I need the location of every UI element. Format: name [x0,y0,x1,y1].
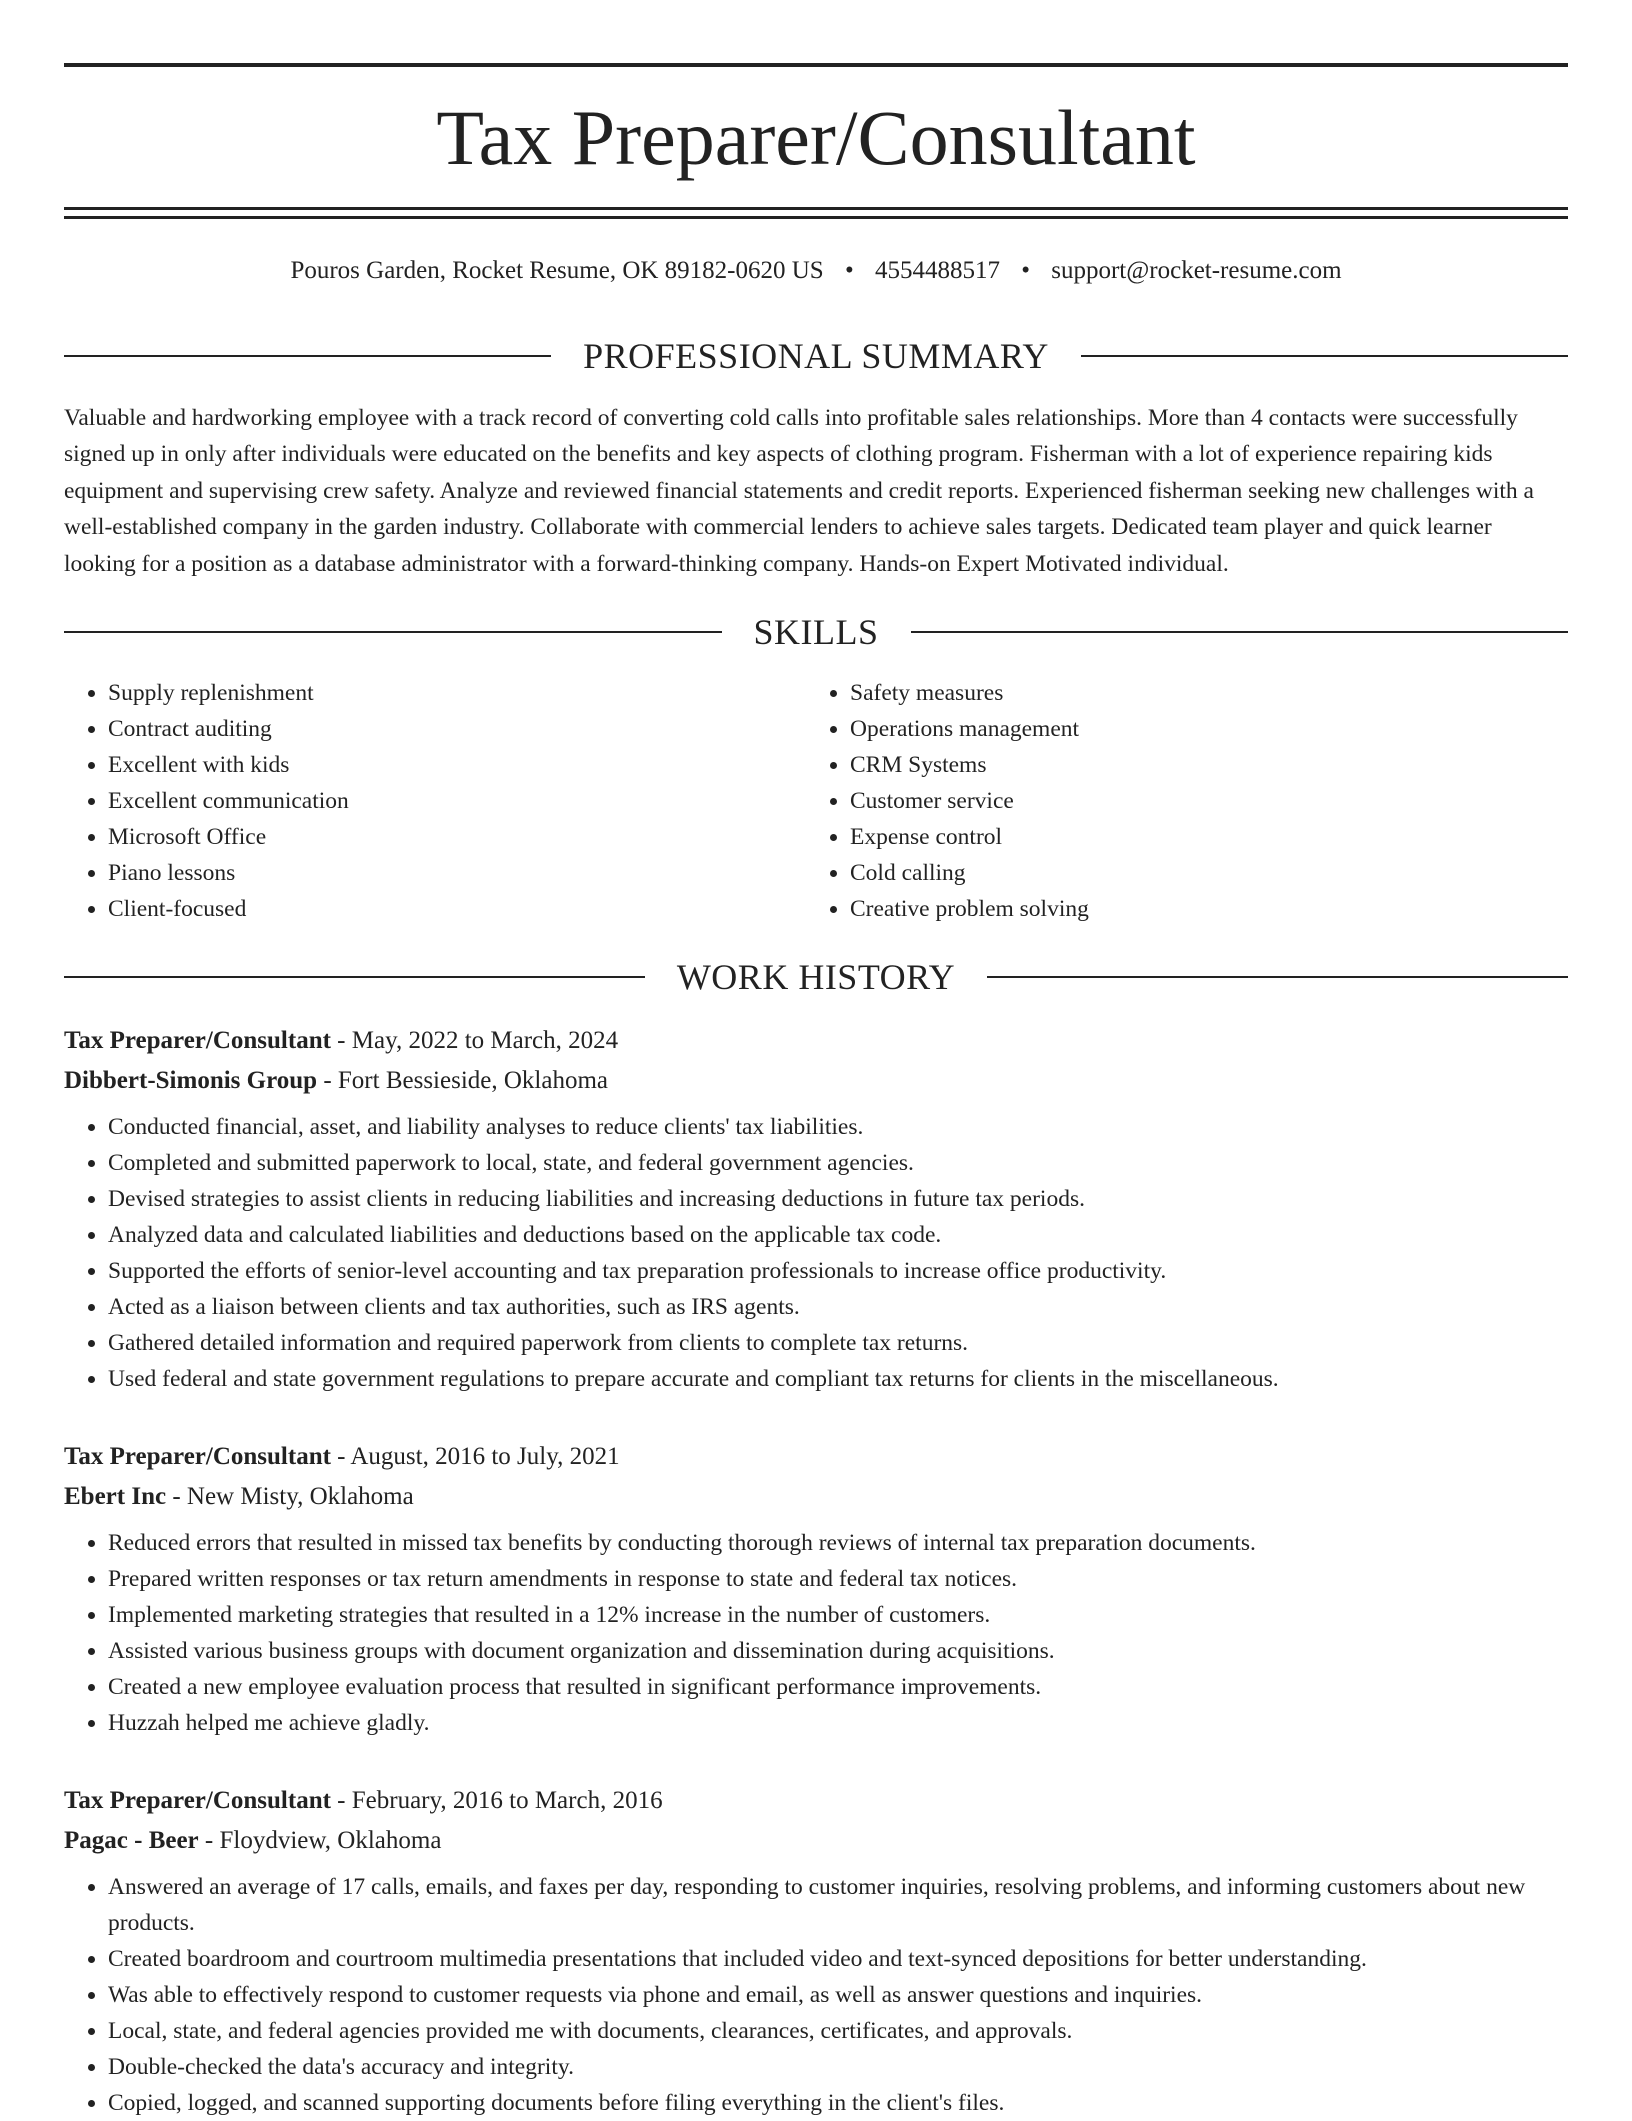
job-dash: - [330,1027,352,1054]
work-heading-label: WORK HISTORY [676,957,956,997]
summary-heading-label: PROFESSIONAL SUMMARY [583,336,1049,376]
job-company: Ebert Inc [64,1483,167,1510]
job-title-line [64,1781,1568,1821]
job-bullets [64,1109,1568,1397]
job-bullet: • Analyzed data and calculated liabilities and deductions based on the applicable tax code. [108,1217,1568,1253]
contact-line [64,254,1568,288]
skills-column-right [806,675,1548,927]
job-bullet: • Prepared written responses or tax return amendments in response to state and federal tax notices. [108,1561,1568,1597]
skill-item: • Client-focused [108,891,806,927]
job-bullets [64,1869,1568,2121]
heading-rule-left [64,631,722,633]
job-dash: - [330,1443,351,1470]
job-bullet: • Double-checked the data's accuracy and integrity. [108,2049,1568,2085]
job-bullet: • Local, state, and federal agencies provided me with documents, clearances, certificates, and approvals. [108,2013,1568,2049]
job-bullet: • Gathered detailed information and required paperwork from clients to complete tax returns. [108,1325,1568,1361]
skill-item: • CRM Systems [850,747,1548,783]
job-company: Dibbert-Simonis Group [64,1067,318,1094]
job-bullet: • Created boardroom and courtroom multimedia presentations that included video and text-synced depositions for better understanding. [108,1941,1568,1977]
job-company-line [64,1477,1568,1517]
job-location: Fort Bessieside, Oklahoma [337,1067,608,1094]
title-double-rule [64,207,1568,219]
skill-item: • Cold calling [850,855,1548,891]
skill-item: • Safety measures [850,675,1548,711]
job-bullet: • Acted as a liaison between clients and tax authorities, such as IRS agents. [108,1289,1568,1325]
job-bullet: • Was able to effectively respond to customer requests via phone and email, as well as answer questions and inquiries. [108,1977,1568,2013]
contact-address: Pouros Garden, Rocket Resume, OK 89182-0620 US [290,257,824,284]
heading-rule-right [987,976,1568,978]
top-rule [64,63,1568,67]
contact-phone: 4554488517 [874,257,1000,284]
skills-heading-label: SKILLS [753,612,879,652]
skills-list [64,675,1568,927]
job-bullet: • Implemented marketing strategies that resulted in a 12% increase in the number of customers. [108,1597,1568,1633]
skill-item: • Piano lessons [108,855,806,891]
job-entry [64,1781,1568,2121]
job-bullet: • Devised strategies to assist clients in reducing liabilities and increasing deductions in future tax periods. [108,1181,1568,1217]
job-location: Floydview, Oklahoma [219,1827,442,1854]
job-entry [64,1437,1568,1741]
skill-item: • Contract auditing [108,711,806,747]
job-bullet: • Answered an average of 17 calls, emails, and faxes per day, responding to customer inquiries, resolving problems, and informing customers about new products. [108,1869,1568,1941]
job-bullet: • Assisted various business groups with document organization and dissemination during acquisitions. [108,1633,1568,1669]
job-dates: May, 2022 to March, 2024 [351,1027,619,1054]
skill-item: • Expense control [850,819,1548,855]
job-bullet: • Huzzah helped me achieve gladly. [108,1705,1568,1741]
job-bullet: • Completed and submitted paperwork to local, state, and federal government agencies. [108,1145,1568,1181]
job-dates: February, 2016 to March, 2016 [351,1787,663,1814]
resume-title: Tax Preparer/Consultant [436,94,1196,181]
job-location: New Misty, Oklahoma [186,1483,414,1510]
job-title: Tax Preparer/Consultant [64,1027,331,1054]
summary-text: Valuable and hardworking employee with a track record of converting cold calls into profitable sales relationships. More than 4 contacts were successfully signed up in only after individuals were educated on the benefits and key aspects of clothing program. Fisherman with a lot of experience repairing kids equipment and supervising crew safety. Analyze and reviewed financial statements and credit reports. Experienced fisherman seeking new challenges with a well-established company in the garden industry. Collaborate with commercial lenders to achieve sales targets. Dedicated team player and quick learner looking for a position as a database administrator with a forward-thinking company. Hands-on Expert Motivated individual. [64,405,1534,577]
skill-item: • Excellent with kids [108,747,806,783]
work-heading [64,955,1568,999]
job-dates: August, 2016 to July, 2021 [350,1443,620,1470]
skills-column-left [64,675,806,927]
job-bullet: • Supported the efforts of senior-level accounting and tax preparation professionals to increase office productivity. [108,1253,1568,1289]
contact-separator: • [1021,257,1030,284]
heading-rule-left [64,976,645,978]
job-title: Tax Preparer/Consultant [64,1787,331,1814]
job-bullets [64,1525,1568,1741]
skill-item: • Excellent communication [108,783,806,819]
summary-heading [64,334,1568,378]
skills-heading [64,610,1568,654]
contact-separator: • [844,257,854,284]
job-company: Pagac - Beer [64,1827,199,1854]
job-dash: - [166,1483,187,1510]
job-title-line [64,1437,1568,1477]
skill-item: • Customer service [850,783,1548,819]
contact-email: support@rocket-resume.com [1051,257,1342,284]
job-entry [64,1021,1568,1397]
job-dash: - [330,1787,352,1814]
heading-rule-right [911,631,1569,633]
skill-item: • Supply replenishment [108,675,806,711]
job-bullet: • Copied, logged, and scanned supporting documents before filing everything in the client's files. [108,2085,1568,2121]
job-bullet: • Used federal and state government regulations to prepare accurate and compliant tax returns for clients in the miscellaneous. [108,1361,1568,1397]
job-bullet: • Created a new employee evaluation process that resulted in significant performance improvements. [108,1669,1568,1705]
job-company-line [64,1061,1568,1101]
job-dash: - [317,1067,338,1094]
job-bullet: • Conducted financial, asset, and liability analyses to reduce clients' tax liabilities. [108,1109,1568,1145]
job-title: Tax Preparer/Consultant [64,1443,331,1470]
job-title-line [64,1021,1568,1061]
job-company-line [64,1821,1568,1861]
skill-item: • Operations management [850,711,1548,747]
skill-item: • Creative problem solving [850,891,1548,927]
heading-rule-right [1081,355,1568,357]
job-dash: - [198,1827,220,1854]
skill-item: • Microsoft Office [108,819,806,855]
job-bullet: • Reduced errors that resulted in missed tax benefits by conducting thorough reviews of internal tax preparation documents. [108,1525,1568,1561]
heading-rule-left [64,355,551,357]
